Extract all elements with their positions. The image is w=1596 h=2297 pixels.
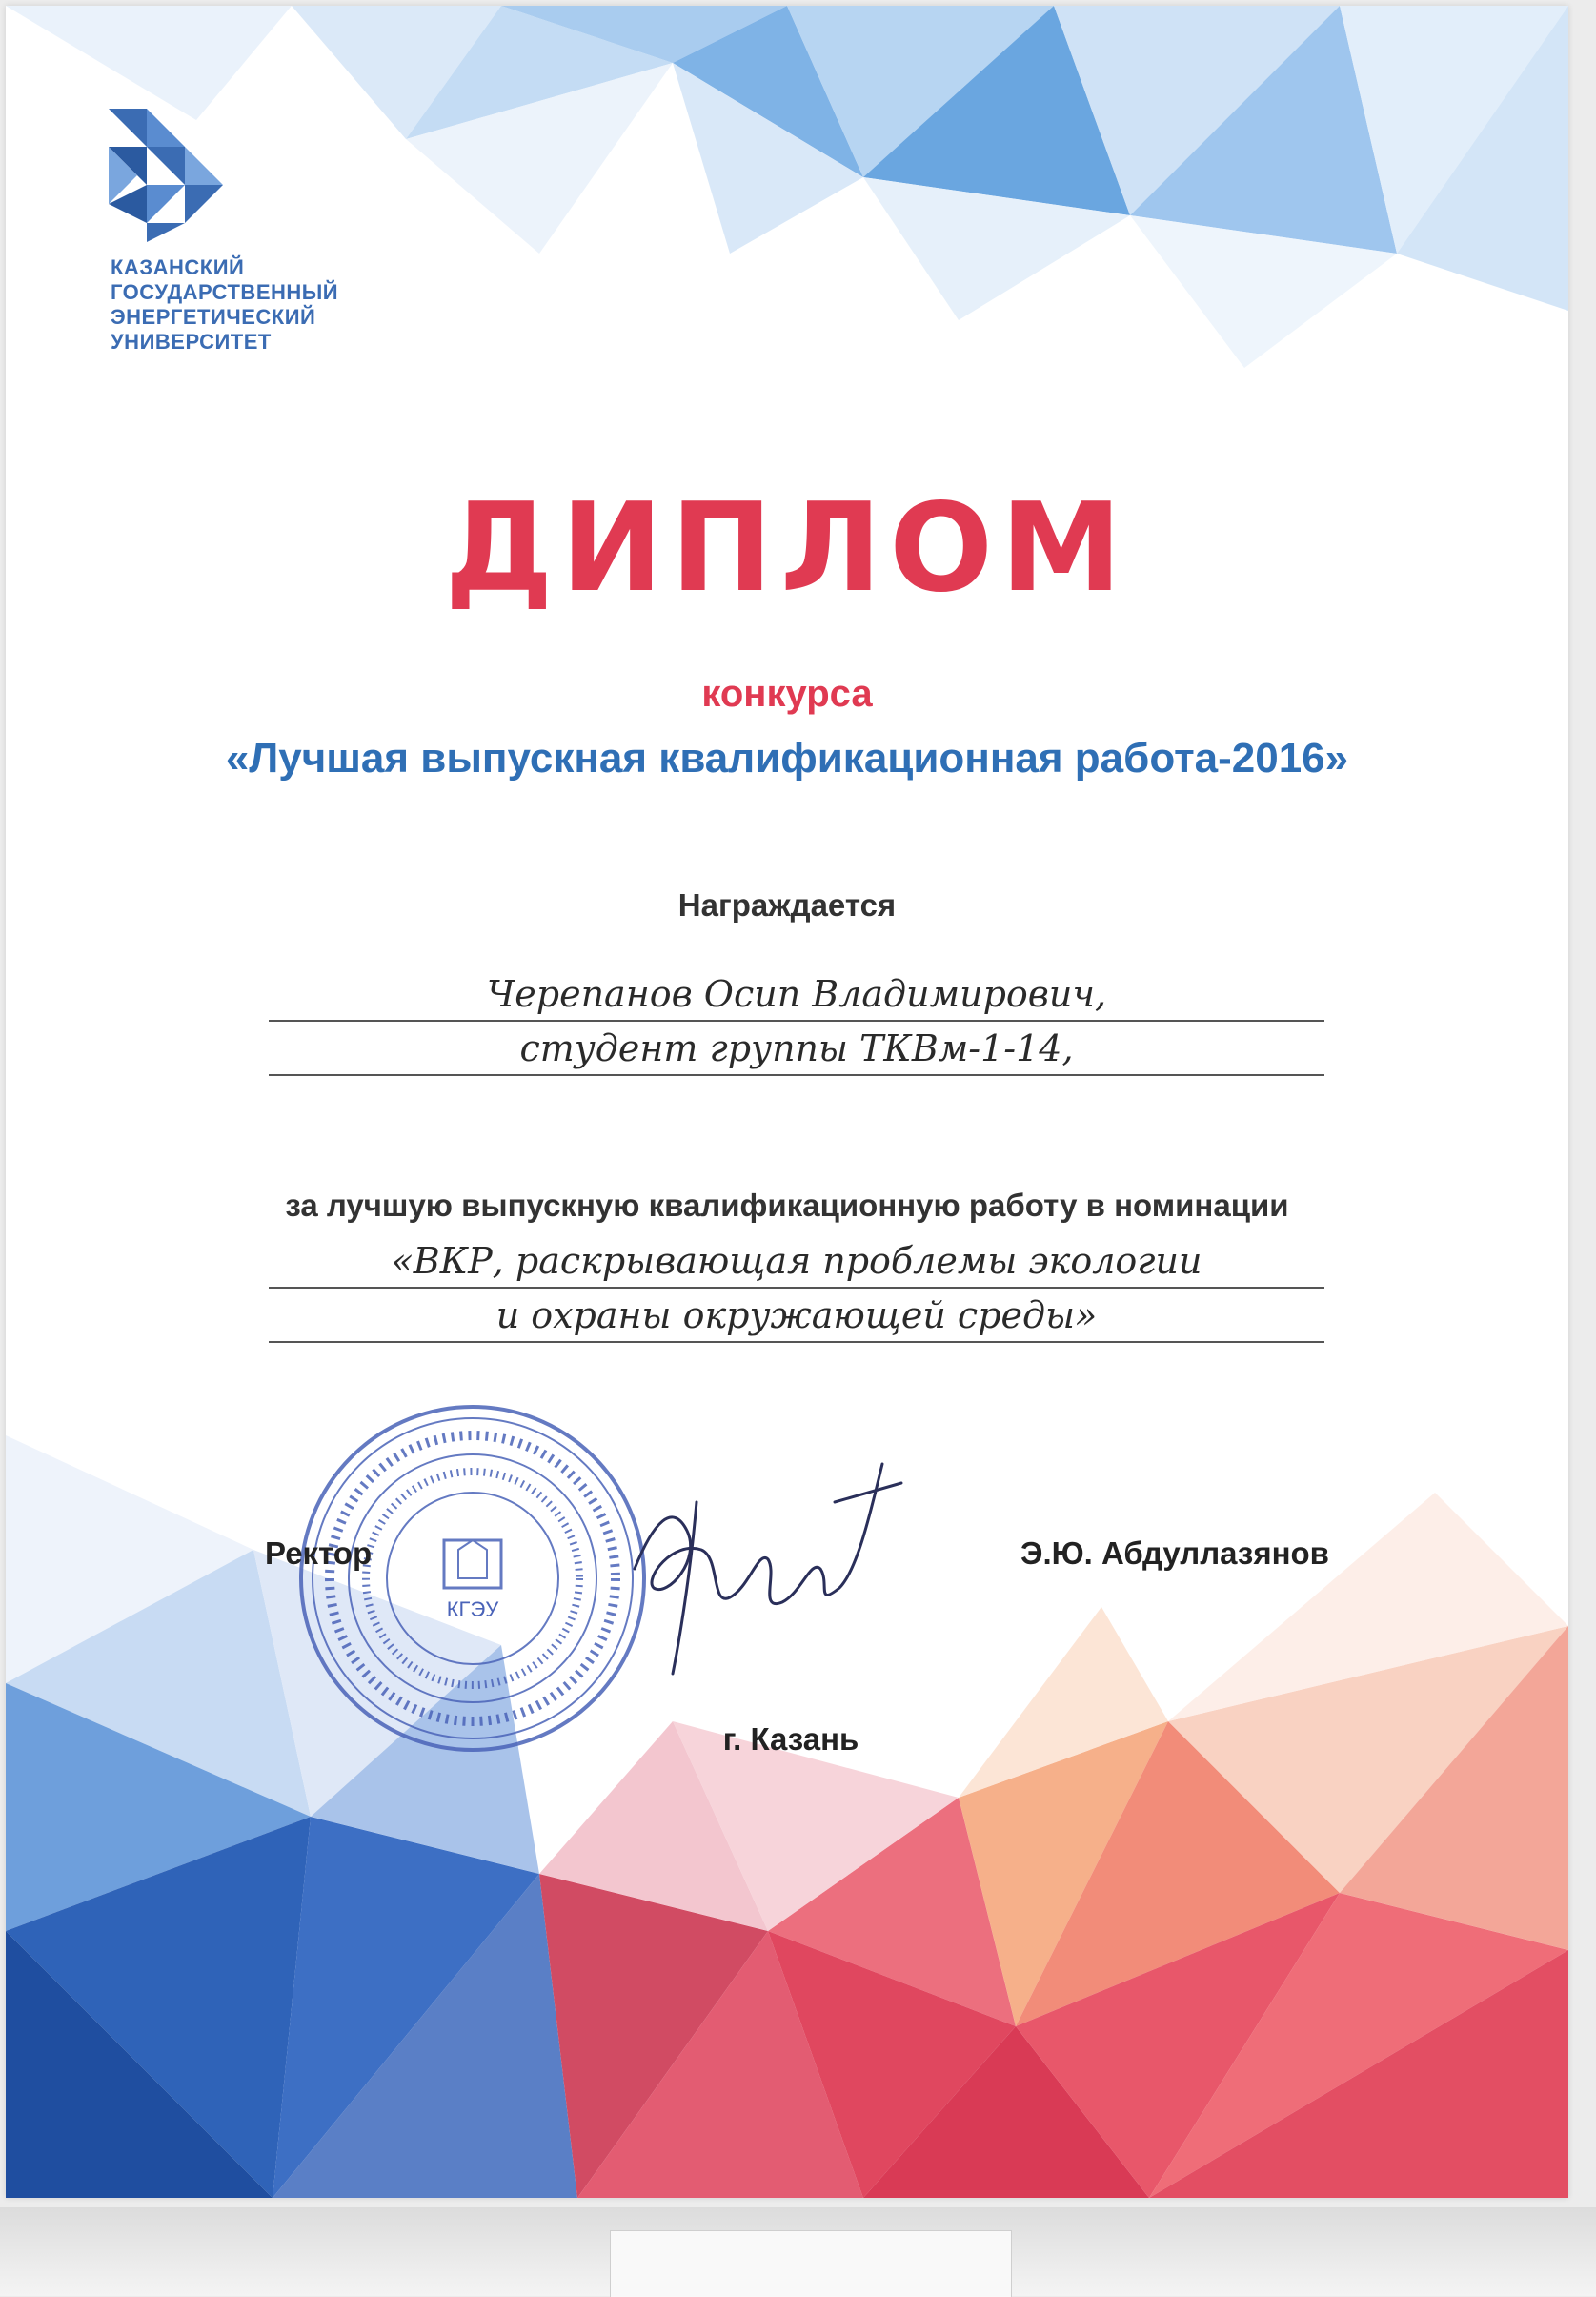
award-reason: за лучшую выпускную квалификационную работу в номинации — [285, 1188, 1289, 1223]
university-name-line: ГОСУДАРСТВЕННЫЙ — [111, 280, 339, 304]
folder-tab — [610, 2230, 1012, 2297]
rector-label: Ректор — [265, 1535, 373, 1571]
nomination-line-1: «ВКР, раскрывающая проблемы экологии — [269, 1235, 1324, 1289]
diploma-sheet — [6, 6, 1568, 2198]
rector-name: Э.Ю. Абдуллазянов — [1020, 1535, 1329, 1571]
university-name-line: ЭНЕРГЕТИЧЕСКИЙ — [111, 305, 316, 329]
contest-name: «Лучшая выпускная квалификационная работа-2016» — [225, 735, 1349, 782]
city-text: г. Казань — [722, 1721, 859, 1757]
awarded-label: Награждается — [677, 887, 897, 923]
diploma-title: ДИПЛОМ — [444, 478, 1130, 620]
stamp-center-text: КГЭУ — [446, 1597, 499, 1621]
city-label — [6, 1721, 1568, 1758]
university-name-line: КАЗАНСКИЙ — [111, 255, 245, 279]
recipient-group: студент группы ТКВм-1-14, — [269, 1023, 1324, 1076]
contest-word: конкурса — [701, 673, 873, 715]
nomination-line-2: и охраны окружающей среды» — [269, 1290, 1324, 1343]
recipient-name: Черепанов Осип Владимирович, — [269, 968, 1324, 1022]
rector-signature-image — [616, 1445, 920, 1693]
university-logo-icon — [109, 109, 232, 242]
official-stamp-seal — [292, 1397, 654, 1759]
university-name — [111, 255, 338, 355]
university-name-line: УНИВЕРСИТЕТ — [111, 330, 272, 354]
